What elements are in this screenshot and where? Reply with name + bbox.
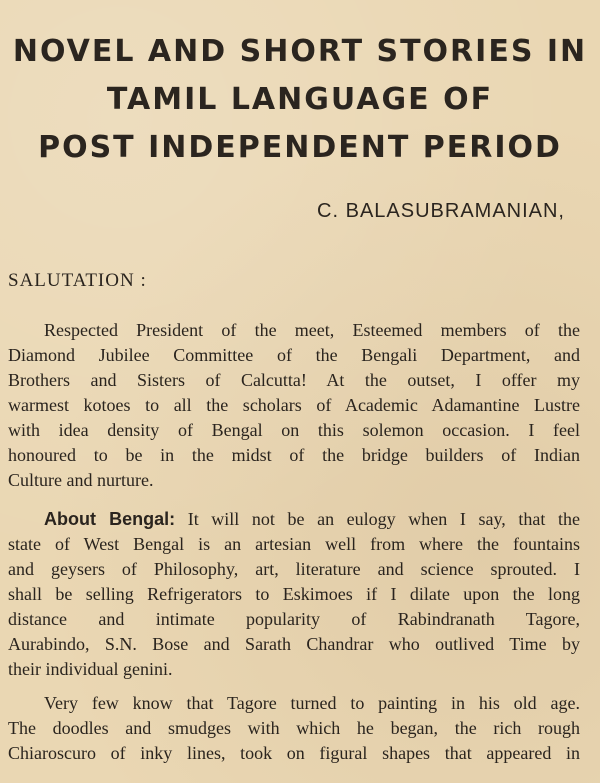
paragraph-about-bengal [8, 507, 580, 682]
paragraph-line: honoured to be in the midst of the bridge builders of Indian [8, 445, 580, 465]
paragraph-line: and geysers of Philosophy, art, literature and science sprouted. I [8, 559, 580, 579]
page-title [0, 28, 600, 172]
paragraph-line: The doodles and smudges with which he began, the rich rough [8, 718, 580, 738]
title-line-1: NOVEL AND SHORT STORIES IN [12, 34, 588, 69]
paragraph-line [8, 507, 580, 532]
paragraph-line: with idea density of Bengal on this solemon occasion. I feel [8, 420, 580, 440]
paragraph-line: warmest kotoes to all the scholars of Academic Adamantine Lustre [8, 395, 580, 415]
paragraph-line: distance and intimate popularity of Rabindranath Tagore, [8, 609, 580, 629]
title-line-2: TAMIL LANGUAGE OF [106, 82, 494, 117]
paragraph-line: Respected President of the meet, Esteemed members of the [44, 320, 580, 340]
paragraph-line: Aurabindo, S.N. Bose and Sarath Chandrar who outlived Time by [8, 634, 580, 654]
paragraph-tagore-painting [8, 691, 580, 766]
title-line-3: POST INDEPENDENT PERIOD [38, 130, 562, 165]
paragraph-line: shall be selling Refrigerators to Eskimoes if I dilate upon the long [8, 584, 580, 604]
paragraph-line: Diamond Jubilee Committee of the Bengali Department, and [8, 345, 580, 365]
paragraph-line: Chiaroscuro of inky lines, took on figural shapes that appeared in [8, 743, 580, 763]
section-heading-salutation: SALUTATION : [8, 270, 147, 291]
paragraph-introduction [8, 318, 580, 493]
paragraph-line-text: It will not be an eulogy when I say, that the [175, 509, 580, 529]
paragraph-line: Very few know that Tagore turned to painting in his old age. [44, 693, 580, 713]
author-name: C. BALASUBRAMANIAN, [317, 200, 565, 222]
paragraph-line: state of West Bengal is an artesian well from where the fountains [8, 534, 580, 554]
paragraph-line: Culture and nurture. [8, 470, 154, 490]
paragraph-line: their individual genini. [8, 659, 173, 679]
about-bengal-heading: About Bengal: [44, 509, 176, 529]
paragraph-line: Brothers and Sisters of Calcutta! At the outset, I offer my [8, 370, 580, 390]
